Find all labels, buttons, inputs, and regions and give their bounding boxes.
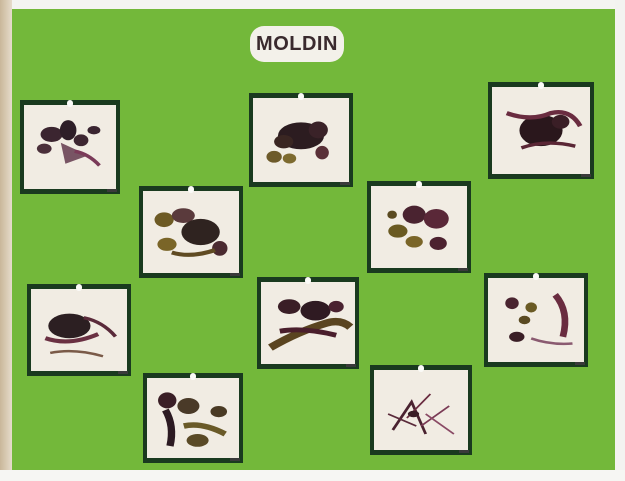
wall-edge-right xyxy=(615,0,625,481)
paint-strokes xyxy=(253,98,349,182)
corner-label xyxy=(459,450,469,453)
paint-strokes xyxy=(492,87,590,174)
artwork xyxy=(370,365,472,455)
paint-strokes xyxy=(371,186,467,268)
artwork xyxy=(257,277,359,369)
artwork xyxy=(20,100,120,194)
name-tag xyxy=(538,82,544,89)
painting xyxy=(31,289,127,371)
ceiling-strip xyxy=(0,0,625,9)
painting xyxy=(24,105,116,189)
floor-strip xyxy=(0,470,625,481)
paint-strokes xyxy=(261,282,355,364)
doorframe xyxy=(0,0,12,481)
paint-strokes xyxy=(143,191,239,273)
painting xyxy=(371,186,467,268)
artwork xyxy=(249,93,353,187)
artwork xyxy=(367,181,471,273)
paint-strokes xyxy=(374,370,468,450)
artwork xyxy=(488,82,594,179)
green-wall xyxy=(12,9,615,470)
painting xyxy=(374,370,468,450)
painting xyxy=(147,378,239,458)
painting xyxy=(261,282,355,364)
name-tag xyxy=(418,365,424,372)
corner-label xyxy=(575,362,585,365)
name-tag xyxy=(76,284,82,291)
name-tag xyxy=(67,100,73,107)
name-tag xyxy=(416,181,422,188)
corner-label xyxy=(118,371,128,374)
corner-label xyxy=(340,182,350,185)
name-tag xyxy=(298,93,304,100)
name-tag xyxy=(533,273,539,280)
artwork xyxy=(484,273,588,367)
corner-label xyxy=(346,364,356,367)
paint-strokes xyxy=(24,105,116,189)
corner-label xyxy=(458,268,468,271)
artwork xyxy=(27,284,131,376)
painting xyxy=(253,98,349,182)
painting xyxy=(488,278,584,362)
corner-label xyxy=(107,189,117,192)
name-tag xyxy=(188,186,194,193)
artwork xyxy=(139,186,243,278)
paint-strokes xyxy=(488,278,584,362)
corner-label xyxy=(230,273,240,276)
paint-strokes xyxy=(31,289,127,371)
name-tag xyxy=(190,373,196,380)
paint-strokes xyxy=(147,378,239,458)
corner-label xyxy=(230,458,240,461)
artwork xyxy=(143,373,243,463)
painting xyxy=(492,87,590,174)
corner-label xyxy=(581,174,591,177)
display-title: MOLDIN xyxy=(250,26,344,62)
painting xyxy=(143,191,239,273)
name-tag xyxy=(305,277,311,284)
